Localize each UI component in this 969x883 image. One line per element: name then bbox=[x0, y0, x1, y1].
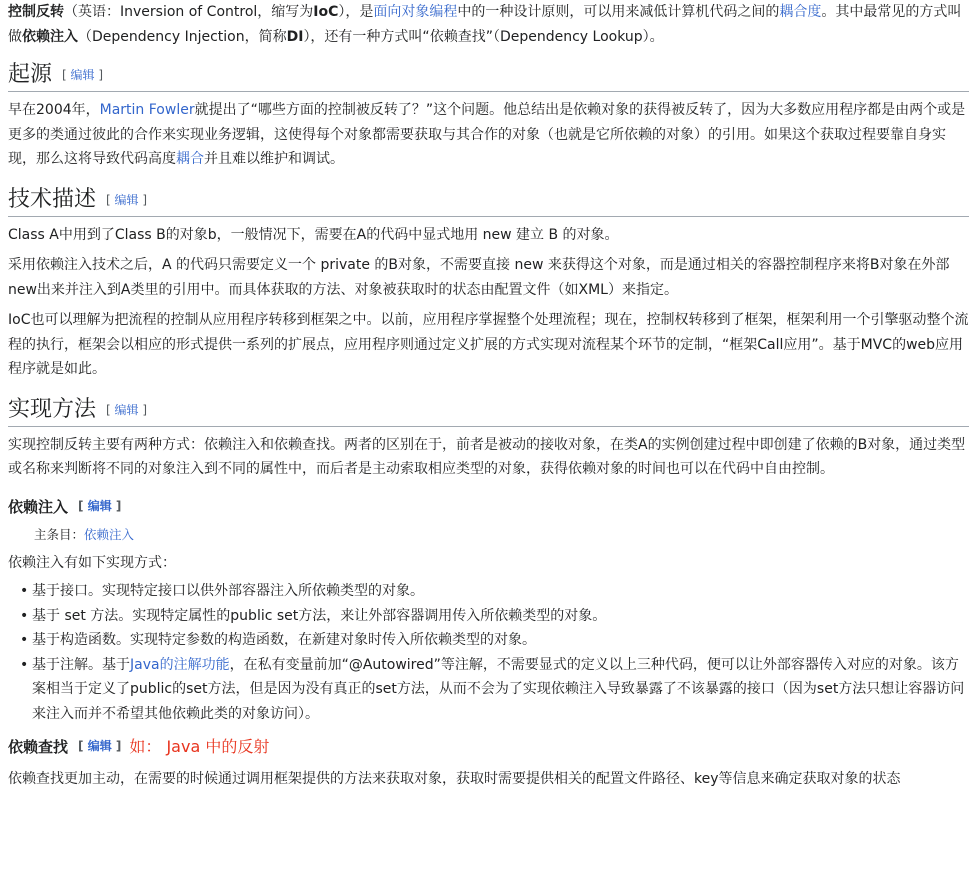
list-item: • 基于 set 方法。实现特定属性的public set方法，来让外部容器调用传入所依赖类型的对象。 bbox=[22, 604, 969, 629]
edit-section-impl: [ 编辑 ] bbox=[106, 402, 148, 417]
edit-link-di[interactable]: 编辑 bbox=[87, 498, 112, 513]
heading-origin: 起源 [ 编辑 ] bbox=[8, 61, 969, 92]
lookup-paragraph: 依赖查找更加主动，在需要的时候通过调用框架提供的方法来获取对象，获取时需要提供相关的配置文件路径、key等信息来确定获取对象的状态 bbox=[8, 771, 901, 787]
edit-link-origin[interactable]: 编辑 bbox=[70, 68, 95, 82]
impl-paragraph: 实现控制反转主要有两种方式：依赖注入和依赖查找。两者的区别在于，前者是被动的接收对象，在类A的实例创建过程中即创建了依赖的B对象，通过类型或名称来判断将不同的对象注入到不同的属性中，而后者是主动索取相应类型的对象，获得依赖对象的时间也可以在代码中自由控制。 bbox=[8, 436, 966, 477]
link-martin-fowler[interactable]: Martin Fowler bbox=[99, 102, 195, 118]
link-di-main[interactable]: 依赖注入 bbox=[84, 526, 135, 542]
link-java-annotation[interactable]: Java的注解功能 bbox=[130, 656, 230, 673]
heading-di: 依赖注入 [ 编辑 ] bbox=[8, 497, 122, 516]
tech-paragraph-1: Class A中用到了Class B的对象b，一般情况下，需要在A的代码中显式地用 new 建立 B 的对象。 bbox=[8, 226, 619, 243]
link-coupling[interactable]: 耦合 bbox=[176, 151, 204, 167]
edit-link-lookup[interactable]: 编辑 bbox=[87, 739, 112, 753]
heading-impl: 实现方法 [ 编辑 ] bbox=[8, 396, 969, 427]
red-annotation: 如： Java 中的反射 bbox=[129, 737, 270, 756]
origin-paragraph: 早在2004年，Martin Fowler就提出了“哪些方面的控制被反转了？”这个问题。他总结出是依赖对象的获得被反转了，因为大多数应用程序都是由两个或是更多的类通过彼此的合作来实现业务逻辑，这使得每个对象都需要获取与其合作的对象（也就是它所依赖的对象）的引用。如果这个获取过程要靠自身实现，那么这将导致代码高度耦合并且难以维护和调试。 bbox=[8, 102, 966, 167]
hatnote-main-article: 主条目：依赖注入 bbox=[34, 526, 135, 542]
di-lead: 依赖注入有如下实现方式： bbox=[8, 554, 176, 571]
tech-paragraph-3: IoC也可以理解为把流程的控制从应用程序转移到框架之中。以前，应用程序掌握整个处理流程；现在，控制权转移到了框架，框架利用一个引擎驱动整个流程的执行，框架会以相应的形式提供一系列的扩展点，应用程序则通过定义扩展的方式实现对流程某个环节的定制，“框架Call应用”。基于MVC的web应用程序就是如此。 bbox=[8, 312, 969, 377]
edit-link-tech[interactable]: 编辑 bbox=[114, 192, 139, 207]
edit-section-origin: [ 编辑 ] bbox=[62, 68, 104, 82]
heading-tech: 技术描述 [ 编辑 ] bbox=[8, 186, 969, 217]
edit-section-lookup: [ 编辑 ] bbox=[78, 739, 122, 753]
di-method-list bbox=[8, 579, 969, 726]
term-ioc: 控制反转 bbox=[8, 4, 64, 20]
intro-paragraph: 控制反转（英语：Inversion of Control，缩写为IoC），是面向对象编程中的一种设计原则，可以用来减低计算机代码之间的耦合度。其中最常见的方式叫做依赖注入（Dependency Injection，简称DI），还有一种方式叫“依赖查找”（Dependency Lookup）。 bbox=[8, 4, 962, 45]
edit-section-di: [ 编辑 ] bbox=[78, 498, 122, 513]
link-oop[interactable]: 面向对象编程 bbox=[373, 4, 458, 20]
tech-paragraph-2: 采用依赖注入技术之后，A 的代码只需要定义一个 private 的B对象，不需要直接 new 来获得这个对象，而是通过相关的容器控制程序来将B对象在外部new出来并注入到A类里的引用中。而具体获取的方法、对象被获取时的状态由配置文件（如XML）来指定。 bbox=[8, 257, 950, 298]
link-coupling-degree[interactable]: 耦合度 bbox=[779, 4, 822, 20]
edit-link-impl[interactable]: 编辑 bbox=[114, 402, 139, 417]
list-item: • 基于注解。基于Java的注解功能，在私有变量前加“@Autowired”等注解，不需要显式的定义以上三种代码，便可以让外部容器传入对应的对象。该方案相当于定义了public的set方法，但是因为没有真正的set方法，从而不会为了实现依赖注入导致暴露了不该暴露的接口（因为set方法只想让容器访问来注入而并不希望其他依赖此类的对象访问）。 bbox=[22, 653, 969, 727]
list-item: • 基于构造函数。实现特定参数的构造函数，在新建对象时传入所依赖类型的对象。 bbox=[22, 628, 969, 653]
list-item: • 基于接口。实现特定接口以供外部容器注入所依赖类型的对象。 bbox=[22, 579, 969, 604]
edit-section-tech: [ 编辑 ] bbox=[106, 192, 148, 207]
heading-lookup: 依赖查找 [ 编辑 ] 如： Java 中的反射 bbox=[8, 737, 270, 756]
